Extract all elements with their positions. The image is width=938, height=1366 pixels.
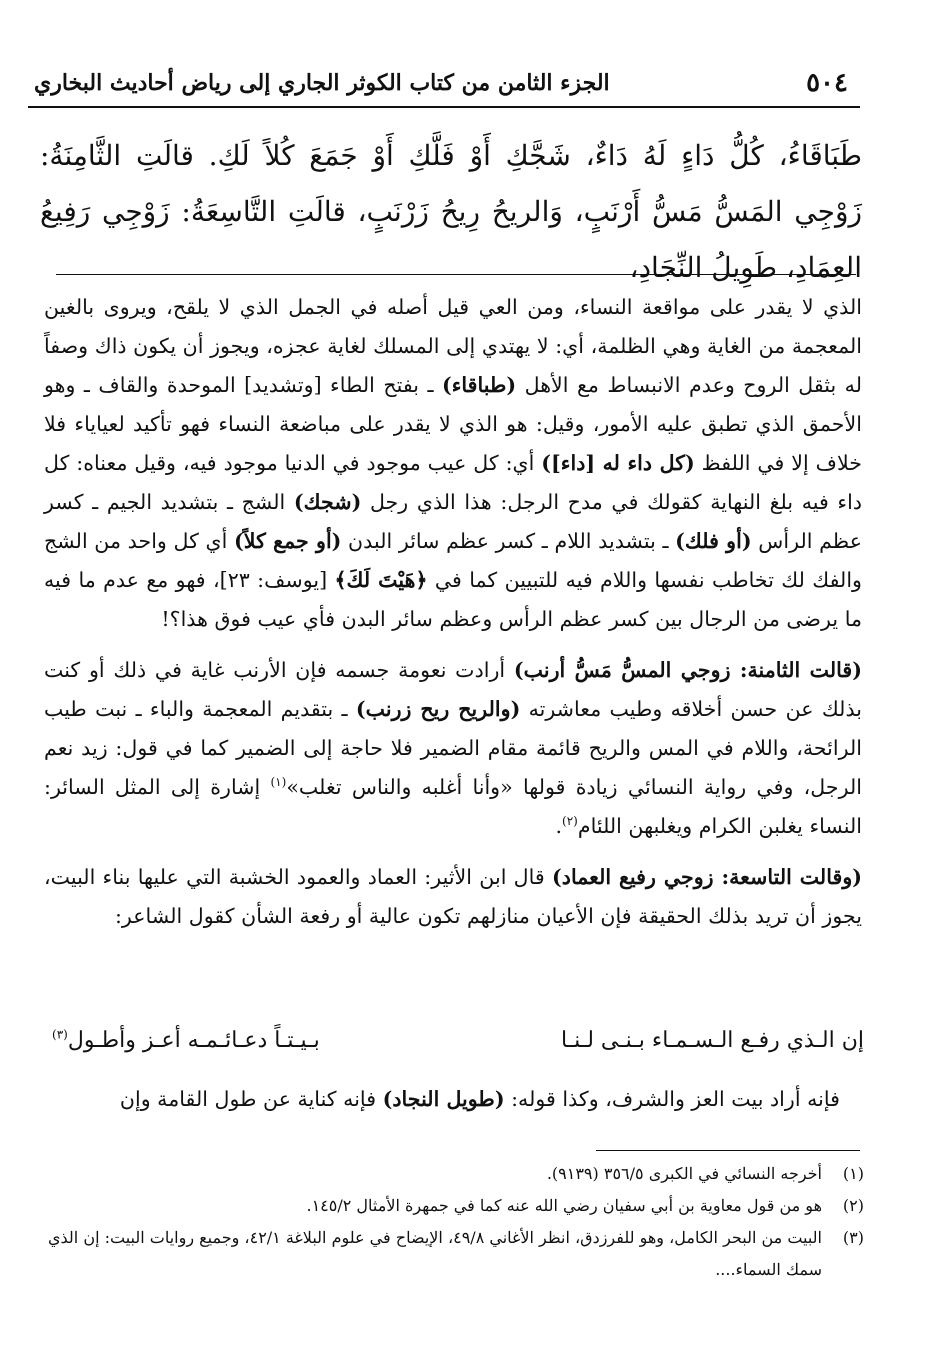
page-number: ٥٠٤: [806, 68, 848, 98]
footnote-item: [44, 1190, 864, 1222]
text-run: أي كل واحد من الشج والفك لك تخاطب نفسها واللام فيه للتبيين كما في: [44, 529, 862, 592]
quoted-term: (طويل النجاد): [382, 1087, 505, 1111]
footnote-text: أخرجه النسائي في الكبرى ٣٥٦/٥ (٩١٣٩).: [546, 1164, 822, 1183]
text-run: قال ابن الأثير: العماد والعمود الخشبة التي عليها بناء البيت، يجوز أن تريد بذلك الحقيقة فإن الأعيان منازلهم تكون عالية أو رفعة الشأن كقول الشاعر:: [44, 865, 862, 928]
text-run: ـ بفتح الطاء [وتشديد] الموحدة والقاف ـ وهو الأحمق الذي تطبق عليه الأمور، وقيل: هو الذي لا يقدر على مباضعة النساء فهو تأكيد لعياياء فلا خلاف إلا في اللفظ: [44, 373, 863, 475]
verse-hemistich-2: [52, 1028, 320, 1053]
quoted-term: (شجك): [293, 490, 362, 514]
quoted-term: (أو فلك): [675, 529, 752, 553]
text-run: فإنه كناية عن طول القامة وإن: [119, 1087, 383, 1111]
hemistich-text: بـيـتـاً دعـائـمـه أعـز وأطـول: [67, 1028, 320, 1053]
footnote-marker[interactable]: (١): [270, 775, 287, 790]
commentary-paragraph-1: [44, 288, 862, 639]
footnote-marker[interactable]: (٢): [562, 814, 578, 829]
quoted-term: (وقالت التاسعة: زوجي رفيع العماد): [552, 865, 863, 889]
text-run: أي: كل عيب موجود في الدنيا موجود فيه، وقيل معناه: كل داء فيه بلغ النهاية كقولك في مدح الرجل: هذا الذي رجل: [44, 451, 863, 514]
text-run: ـ بتشديد اللام ـ كسر عظم سائر البدن: [341, 529, 676, 553]
footnotes: [44, 1158, 864, 1286]
poetry-verse: [52, 1028, 864, 1068]
footnote-number: (١): [842, 1164, 864, 1183]
text-run: .: [555, 814, 562, 838]
quoted-term: (قالت الثامنة: زوجي المسُّ مَسُّ أرنب): [513, 658, 862, 682]
footnote-number: (٣): [842, 1228, 864, 1247]
verse-hemistich-1: إن الـذي رفـع الـسـمـاء بـنـى لـنـا: [560, 1028, 864, 1053]
quoted-term: (أو جمع كلاً): [234, 529, 342, 553]
footnote-item: [44, 1222, 864, 1286]
text-separator: [56, 274, 856, 275]
quoted-term: (طباقاء): [441, 373, 517, 397]
footnote-marker[interactable]: (٣): [52, 1027, 68, 1042]
footnote-text: هو من قول معاوية بن أبي سفيان رضي الله عنه كما في جمهرة الأمثال ١٤٥/٢.: [306, 1196, 822, 1215]
footnote-separator: [596, 1150, 860, 1151]
footnote-number: (٢): [842, 1196, 864, 1215]
text-run: الشج ـ بتشديد الجيم ـ كسر عظم الرأس: [44, 490, 862, 553]
commentary-continuation: [44, 1080, 840, 1118]
footnote-text: البيت من البحر الكامل، وهو للفرزدق، انظر الأغاني ٤٩/٨، الإيضاح في علوم البلاغة ٤٢/١، وجميع روايات البيت: إن الذي سمك السماء....: [47, 1228, 822, 1279]
text-run: إشارة إلى المثل السائر: النساء يغلبن الكرام ويغلبهن اللئام: [44, 775, 862, 838]
text-run: أرادت نعومة جسمه فإن الأرنب غاية في ذلك أو كنت بذلك عن حسن أخلاقه وطيب معاشرته: [44, 658, 862, 721]
running-title: الجزء الثامن من كتاب الكوثر الجاري إلى رياض أحاديث البخاري: [34, 70, 610, 96]
commentary: [44, 288, 862, 948]
commentary-paragraph-3: [44, 858, 862, 936]
page-header: [28, 66, 860, 108]
text-run: الذي لا يقدر على مواقعة النساء، ومن العي قيل أصله في الجمل الذي لا يلقح، ويروى بالغين المعجمة من الغاية وهي الظلمة، أي: لا يهتدي إلى المسلك لغاية عجزه، ويجوز أن يكون ذاك وصفاً له بثقل الروح وعدم الانبساط مع الأهل: [44, 295, 862, 397]
text-run: فإنه أراد بيت العز والشرف، وكذا قوله:: [504, 1087, 840, 1111]
quoted-term: (كل داء له [داء]): [541, 451, 695, 475]
hadith-text: طَبَاقَاءُ، كُلُّ دَاءٍ لَهُ دَاءٌ، شَجَّكِ أَوْ فَلَّكِ أَوْ جَمَعَ كُلاً لَكِ. قالَتِ الثَّامِنَةُ: زَوْجِي المَسُّ مَسُّ أَرْنَبٍ، وَالريحُ رِيحُ زَرْنَبٍ، قالَتِ التَّاسِعَةُ: زَوْجِي رَفِيعُ العِمَادِ، طَوِيلُ النِّجَادِ،: [40, 139, 863, 284]
footnote-item: [44, 1158, 864, 1190]
quoted-term: (والريح ريح زرنب): [355, 697, 521, 721]
text-run: [يوسف: ٢٣]، فهو مع عدم ما فيه ما يرضى من الرجال بين كسر عظم الرأس وعظم سائر البدن فأي عيب فوق هذا؟!: [44, 568, 862, 631]
quran-quote: ﴿هَيْتَ لَكَ﴾: [334, 568, 428, 592]
commentary-paragraph-2: [44, 651, 862, 846]
text-run: ـ بتقديم المعجمة والباء ـ نبت طيب الرائحة، واللام في المس والريح قائمة مقام الضمير فلا حاجة إلى الضمير كما في قول: زيد نعم الرجل، وفي رواية النسائي زيادة قولها «وأنا أغلبه والناس تغلب»: [44, 697, 862, 799]
